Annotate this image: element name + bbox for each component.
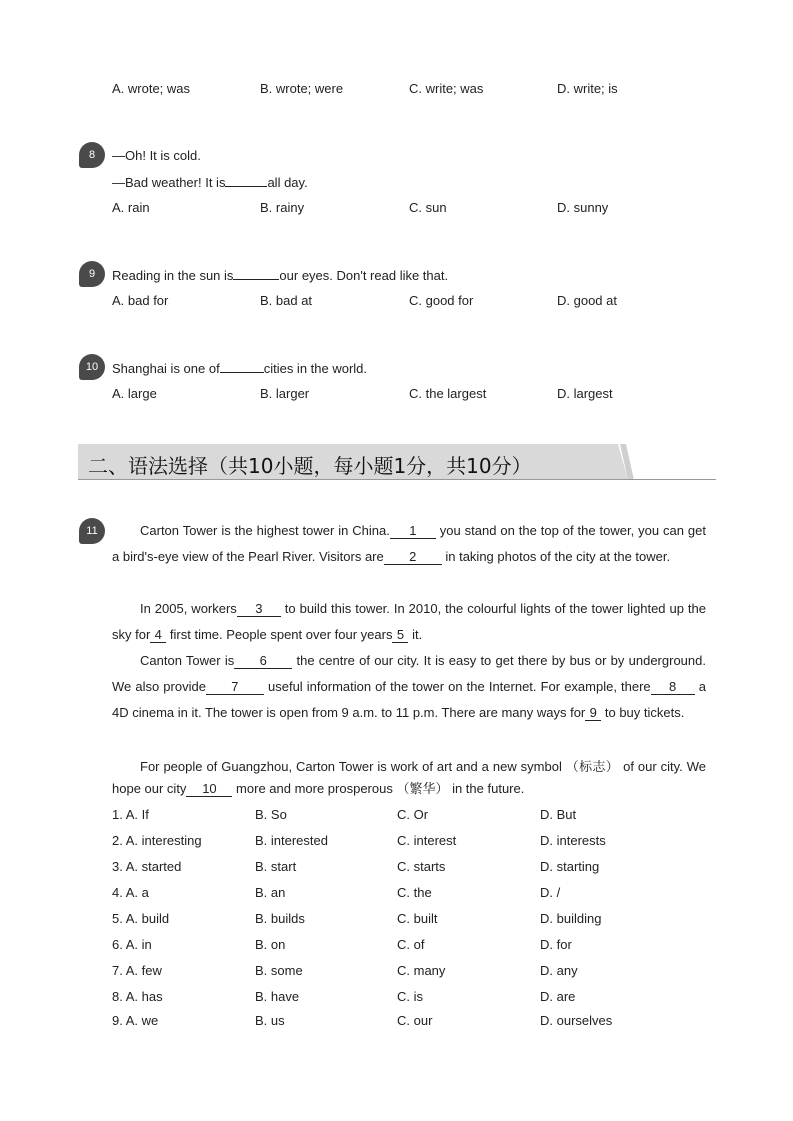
option-a[interactable]: 4. A. a — [112, 885, 149, 900]
q7-option-b[interactable]: B. wrote; were — [260, 81, 344, 96]
answer-blank[interactable]: 6 — [234, 654, 292, 669]
passage-paragraph-3: Canton Tower is 6 the centre of our city. It is easy to get there by bus or by underground. We also provide 7 useful information of the tower on the Internet. For example, there 8 a 4D cinema in it. The tower is open from 9 a.m. to 11 p.m. There are many ways for 9 to buy tickets. — [112, 653, 706, 720]
answer-blank[interactable]: 5 — [392, 628, 408, 643]
q10-option-c[interactable]: C. the largest — [409, 386, 487, 401]
q9-option-d[interactable]: D. good at — [557, 293, 617, 308]
option-c[interactable]: C. is — [397, 989, 423, 1004]
option-d[interactable]: D. interests — [540, 833, 606, 848]
option-b[interactable]: B. an — [255, 885, 286, 900]
option-a[interactable]: 3. A. started — [112, 859, 182, 874]
q10-option-a[interactable]: A. large — [112, 386, 157, 401]
answer-blank[interactable]: 10 — [186, 782, 232, 797]
q8-line1: —Oh! It is cold. — [112, 148, 201, 163]
q8-option-a[interactable]: A. rain — [112, 200, 150, 215]
question-number-badge: 9 — [79, 261, 105, 287]
section-title: 二、语法选择（共10小题，每小题1分，共10分） — [88, 454, 532, 478]
option-row — [112, 807, 712, 827]
option-row — [112, 859, 712, 879]
answer-blank[interactable]: 1 — [390, 524, 436, 539]
answer-blank[interactable] — [233, 267, 279, 280]
option-c[interactable]: C. built — [397, 911, 438, 926]
answer-blank[interactable] — [225, 174, 267, 187]
passage-paragraph-1: Carton Tower is the highest tower in China. 1 you stand on the top of the tower, you can get a bird's-eye view of the Pearl River. Visitors are 2 in taking photos of the city at the tower. — [112, 523, 706, 564]
q9-option-b[interactable]: B. bad at — [260, 293, 313, 308]
option-d[interactable]: D. any — [540, 963, 578, 978]
option-d[interactable]: D. But — [540, 807, 577, 822]
option-c[interactable]: C. many — [397, 963, 446, 978]
question-number-badge: 11 — [79, 518, 105, 544]
option-row — [112, 911, 712, 931]
option-row — [112, 937, 712, 957]
passage-paragraph-2: In 2005, workers 3 to build this tower. In 2010, the colourful lights of the tower lighted up the sky for 4 first time. People spent over four years 5 it. — [112, 601, 706, 642]
q8-line2: —Bad weather! It is all day. — [112, 175, 308, 190]
q8-option-b[interactable]: B. rainy — [260, 200, 305, 215]
q10-option-b[interactable]: B. larger — [260, 386, 310, 401]
option-d[interactable]: D. starting — [540, 859, 600, 874]
option-row — [112, 833, 712, 853]
answer-blank[interactable]: 3 — [237, 602, 281, 617]
option-b[interactable]: B. have — [255, 989, 300, 1004]
q7-option-d[interactable]: D. write; is — [557, 81, 618, 96]
option-d[interactable]: D. ourselves — [540, 1013, 613, 1028]
section-header — [78, 444, 716, 480]
answer-blank[interactable]: 2 — [384, 550, 442, 565]
q9-option-c[interactable]: C. good for — [409, 293, 474, 308]
option-c[interactable]: C. starts — [397, 859, 446, 874]
option-b[interactable]: B. builds — [255, 911, 305, 926]
option-row — [112, 989, 712, 1009]
option-b[interactable]: B. some — [255, 963, 303, 978]
option-b[interactable]: B. us — [255, 1013, 285, 1028]
q8-option-d[interactable]: D. sunny — [557, 200, 609, 215]
option-c[interactable]: C. Or — [397, 807, 429, 822]
q7-option-c[interactable]: C. write; was — [409, 81, 484, 96]
option-row — [112, 963, 712, 983]
option-c[interactable]: C. interest — [397, 833, 457, 848]
passage-paragraph-4: For people of Guangzhou, Carton Tower is work of art and a new symbol （标志） of our city. We hope our city 10 more and more prosperous （繁华） in the future. — [112, 759, 706, 796]
option-c[interactable]: C. the — [397, 885, 432, 900]
q10-option-d[interactable]: D. largest — [557, 386, 613, 401]
answer-blank[interactable]: 4 — [150, 628, 166, 643]
q8-option-c[interactable]: C. sun — [409, 200, 447, 215]
option-a[interactable]: 2. A. interesting — [112, 833, 202, 848]
option-d[interactable]: D. for — [540, 937, 572, 952]
question-number-badge: 8 — [79, 142, 105, 168]
option-b[interactable]: B. So — [255, 807, 287, 822]
option-b[interactable]: B. start — [255, 859, 297, 874]
option-a[interactable]: 6. A. in — [112, 937, 152, 952]
q9-stem: Reading in the sun is our eyes. Don't read like that. — [112, 268, 449, 283]
option-c[interactable]: C. of — [397, 937, 425, 952]
option-d[interactable]: D. building — [540, 911, 602, 926]
q10-stem: Shanghai is one of cities in the world. — [112, 361, 368, 376]
option-a[interactable]: 9. A. we — [112, 1013, 159, 1028]
answer-blank[interactable]: 8 — [651, 680, 695, 695]
answer-blank[interactable]: 9 — [585, 706, 601, 721]
option-row — [112, 1013, 712, 1033]
section-divider — [78, 479, 716, 480]
option-d[interactable]: D. are — [540, 989, 576, 1004]
option-a[interactable]: 7. A. few — [112, 963, 162, 978]
answer-blank[interactable] — [220, 360, 264, 373]
question-number-badge: 10 — [79, 354, 105, 380]
option-row — [112, 885, 712, 905]
q7-option-a[interactable]: A. wrote; was — [112, 81, 191, 96]
option-a[interactable]: 1. A. If — [112, 807, 149, 822]
option-b[interactable]: B. interested — [255, 833, 328, 848]
answer-blank[interactable]: 7 — [206, 680, 264, 695]
option-a[interactable]: 8. A. has — [112, 989, 163, 1004]
q9-option-a[interactable]: A. bad for — [112, 293, 169, 308]
option-d[interactable]: D. / — [540, 885, 561, 900]
option-b[interactable]: B. on — [255, 937, 286, 952]
option-c[interactable]: C. our — [397, 1013, 433, 1028]
option-a[interactable]: 5. A. build — [112, 911, 170, 926]
